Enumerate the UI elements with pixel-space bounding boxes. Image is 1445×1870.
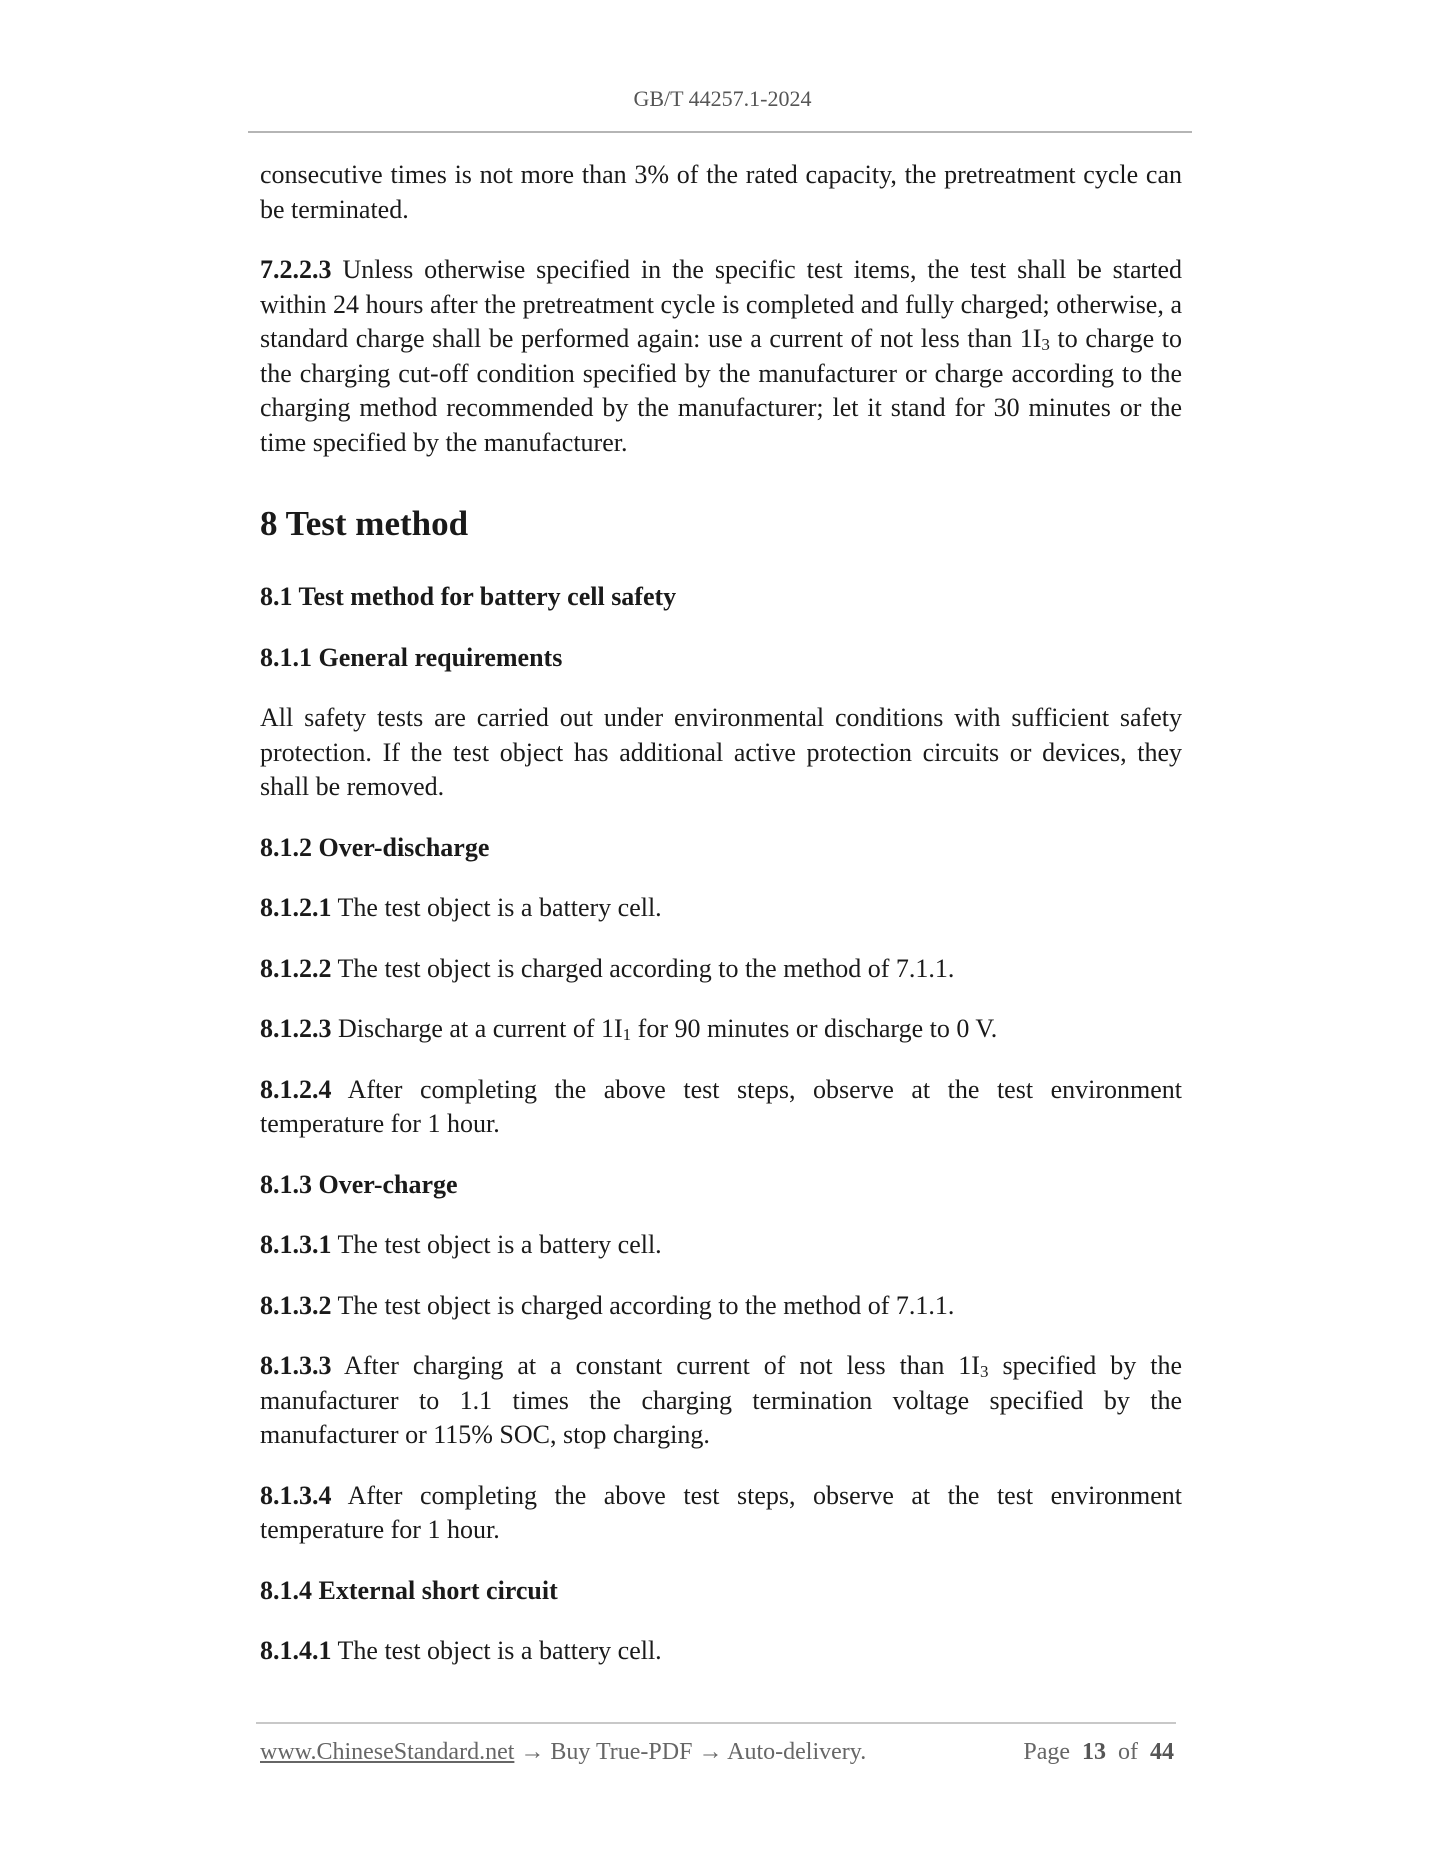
site-link[interactable]: www.ChineseStandard.net: [260, 1739, 515, 1765]
clause-8-1-3-2: [260, 1289, 1182, 1324]
clause-7-2-2-3: [260, 253, 1182, 460]
page-current: 13: [1082, 1739, 1106, 1765]
of-label: of: [1118, 1739, 1138, 1765]
paragraph-text: All safety tests are carried out under environmental conditions with sufficient safety protection. If the test object has additional active protection circuits or devices, they shall be removed.: [260, 703, 1182, 801]
buy-true-pdf-text: Buy True-PDF: [550, 1739, 693, 1765]
clause-text: The test object is charged according to the method of 7.1.1.: [331, 953, 955, 983]
clause-number: 8.1.3.2: [260, 1290, 332, 1320]
clause-text: The test object is a battery cell.: [331, 1636, 662, 1665]
auto-delivery-text: Auto-delivery.: [727, 1739, 867, 1765]
section-8-title: 8 Test method: [260, 504, 469, 543]
clause-text-cont: specified by the manufacturer to 1.1 times the charging termination voltage specified by the manufacturer or 115% SOC, stop charging.: [260, 1351, 1182, 1449]
clause-8-1-4-1: [260, 1634, 1182, 1669]
section-8-1-2-title: 8.1.2 Over-discharge: [260, 832, 490, 862]
clause-8-1-3-1: [260, 1228, 1182, 1263]
clause-text: The test object is a battery cell.: [331, 893, 662, 922]
clause-number: 8.1.3.1: [260, 1230, 332, 1259]
clause-8-1-2-3: [260, 1012, 1182, 1047]
clause-8-1-3-4: [260, 1479, 1182, 1548]
clause-number: 8.1.4.1: [260, 1636, 332, 1665]
subscript: 3: [1041, 335, 1050, 354]
clause-8-1-2-2: [260, 952, 1182, 987]
page-header-standard-code: GB/T 44257.1-2024: [633, 86, 812, 111]
clause-8-1-2-1: [260, 891, 1182, 926]
paragraph-general-requirements: [260, 701, 1182, 805]
subscript: 1: [622, 1025, 632, 1044]
clause-text-cont: for 90 minutes or discharge to 0 V.: [631, 1014, 998, 1043]
page-label: Page: [1023, 1739, 1070, 1765]
arrow-icon: →: [514, 1739, 551, 1765]
footer-divider: [256, 1722, 1176, 1724]
paragraph-continuation: [260, 158, 1182, 227]
clause-text: The test object is charged according to the method of 7.1.1.: [331, 1290, 955, 1320]
clause-text: After completing the above test steps, observe at the test environment temperature for 1 hour.: [260, 1480, 1182, 1544]
clause-text-cont: to charge to the charging cut-off condition specified by the manufacturer or charge according to the charging method recommended by the manufacturer; let it stand for 30 minutes or the time specified by the manufacturer.: [260, 324, 1182, 457]
arrow-icon: →: [692, 1739, 728, 1765]
section-8-1-title: 8.1 Test method for battery cell safety: [260, 582, 677, 611]
clause-text: After charging at a constant current of not less than 1I: [331, 1351, 980, 1380]
clause-number: 7.2.2.3: [260, 255, 332, 284]
section-8-1-4-title: 8.1.4 External short circuit: [260, 1575, 558, 1605]
clause-number: 8.1.3.3: [260, 1351, 332, 1380]
footer-promo: [260, 1739, 866, 1766]
page-number: [1023, 1739, 1174, 1766]
clause-text: Unless otherwise specified in the specific test items, the test shall be started within 24 hours after the pretreatment cycle is completed and fully charged; otherwise, a standard charge shall be performed again: use a current of not less than 1I: [260, 255, 1182, 353]
clause-text: Discharge at a current of 1I: [331, 1014, 623, 1043]
clause-8-1-3-3: [260, 1349, 1182, 1453]
clause-text: The test object is a battery cell.: [331, 1230, 662, 1259]
subscript: 3: [979, 1362, 989, 1381]
section-8-1-3-title: 8.1.3 Over-charge: [260, 1169, 458, 1199]
section-8-1-1-title: 8.1.1 General requirements: [260, 642, 563, 672]
clause-number: 8.1.2.1: [260, 893, 332, 922]
clause-number: 8.1.2.2: [260, 953, 332, 983]
clause-8-1-2-4: [260, 1073, 1182, 1142]
header-divider: [248, 131, 1192, 133]
document-body: [260, 158, 1182, 1695]
clause-number: 8.1.2.4: [260, 1074, 332, 1104]
clause-text: After completing the above test steps, observe at the test environment temperature for 1 hour.: [260, 1074, 1182, 1138]
page-total: 44: [1150, 1739, 1174, 1765]
clause-number: 8.1.2.3: [260, 1014, 332, 1043]
clause-number: 8.1.3.4: [260, 1480, 332, 1510]
paragraph-text: consecutive times is not more than 3% of the rated capacity, the pretreatment cycle can be terminated.: [260, 160, 1182, 224]
